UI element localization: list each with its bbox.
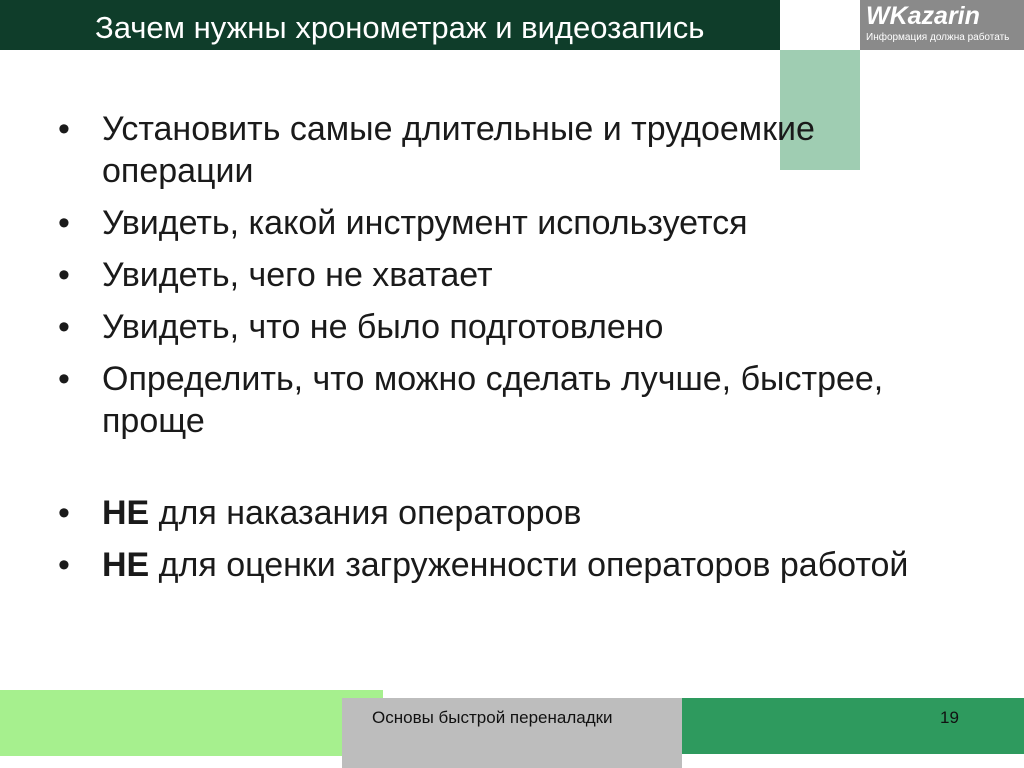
footer-caption: Основы быстрой переналадки <box>372 708 613 727</box>
bullet-marker: • <box>58 308 70 346</box>
bullet-text: Увидеть, что не было подготовлено <box>102 308 664 346</box>
bullet-marker: • <box>58 360 70 398</box>
bullet-text: Установить самые длительные и трудоемкие операции <box>102 110 815 190</box>
bullet-emphasis: НЕ <box>102 494 150 532</box>
bullet-marker: • <box>58 110 70 148</box>
slide-title: Зачем нужны хронометраж и видеозапись <box>95 10 705 45</box>
bullet-item-negative <box>58 544 918 586</box>
page-number: 19 <box>940 708 959 727</box>
bullet-marker: • <box>58 256 70 294</box>
bullet-spacer <box>58 452 918 492</box>
bullet-item <box>58 306 918 348</box>
accent-gap <box>780 0 860 50</box>
bullet-item <box>58 108 918 192</box>
bullet-text: для наказания операторов <box>149 494 582 532</box>
footer-band-light <box>0 690 383 756</box>
bullet-marker: • <box>58 546 70 584</box>
logo <box>860 0 1024 50</box>
bullet-text: Увидеть, чего не хватает <box>102 256 493 294</box>
bullet-item-negative <box>58 492 918 534</box>
bullet-item <box>58 202 918 244</box>
logo-name: WKazarin <box>866 2 980 30</box>
bullet-list <box>58 108 918 596</box>
bullet-emphasis: НЕ <box>102 546 150 584</box>
bullet-text: Определить, что можно сделать лучше, быстрее, проще <box>102 360 884 440</box>
bullet-item <box>58 254 918 296</box>
footer-band-green <box>673 698 1024 754</box>
bullet-text: для оценки загруженности операторов работой <box>149 546 909 584</box>
bullet-text: Увидеть, какой инструмент используется <box>102 204 748 242</box>
bullet-marker: • <box>58 204 70 242</box>
bullet-item <box>58 358 918 442</box>
bullet-marker: • <box>58 494 70 532</box>
logo-tagline: Информация должна работать <box>866 32 1010 43</box>
